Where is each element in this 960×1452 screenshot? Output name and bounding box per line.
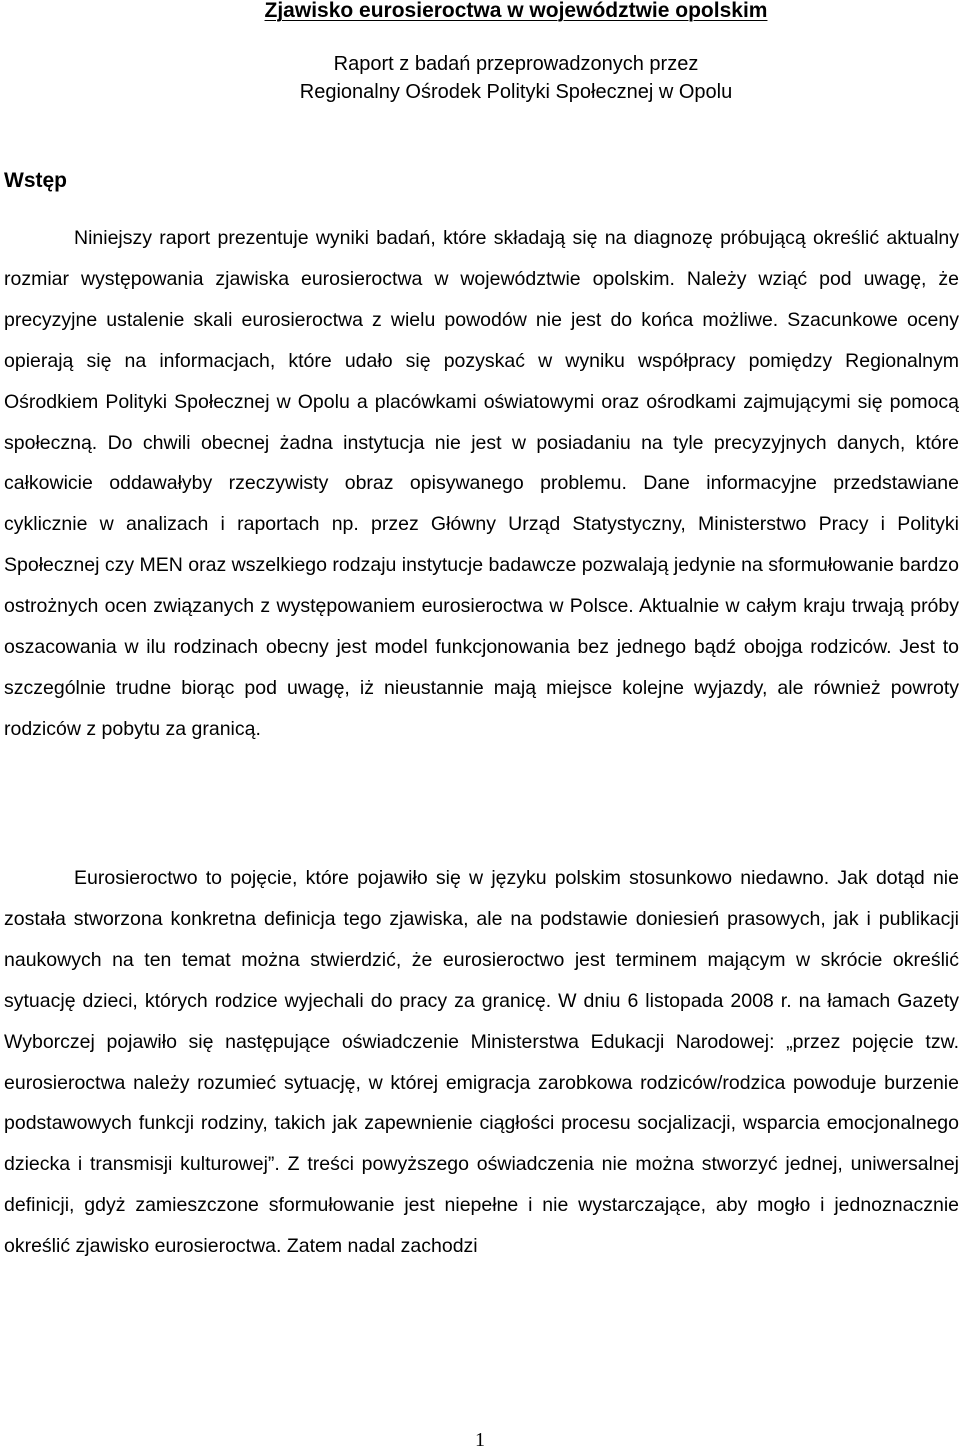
subtitle-line-2: Regionalny Ośrodek Polityki Społecznej w Opolu xyxy=(299,81,733,103)
document-subtitle xyxy=(0,50,960,106)
section-heading: Wstęp xyxy=(4,169,67,192)
subtitle-line-1: Raport z badań przeprowadzonych przez xyxy=(333,53,699,75)
body-paragraph: Niniejszy raport prezentuje wyniki badań, które składają się na diagnozę próbującą określić aktualny rozmiar występowania zjawiska eurosieroctwa w województwie opolskim. Należy wziąć pod uwagę, że precyzyjne ustalenie skali eurosieroctwa z wielu powodów nie jest do końca możliwe. Szacunkowe oceny opierają się na informacjach, które udało się pozyskać w wyniku współpracy pomiędzy Regionalnym Ośrodkiem Polityki Społecznej w Opolu a placówkami oświatowymi oraz ośrodkami zajmującymi się pomocą społeczną. Do chwili obecnej żadna instytucja nie jest w posiadaniu na tyle precyzyjnych danych, które całkowicie oddawałyby rzeczywisty obraz opisywanego problemu. Dane informacyjne przedstawiane cyklicznie w analizach i raportach np. przez Główny Urząd Statystyczny, Ministerstwo Pracy i Polityki Społecznej czy MEN oraz wszelkiego rodzaju instytucje badawcze pozwalają jedynie na sformułowanie bardzo ostrożnych ocen związanych z występowaniem eurosieroctwa w Polsce. Aktualnie w całym kraju trwają próby oszacowania w ilu rodzinach obecny jest model funkcjonowania bez jednego bądź obojga rodziców. Jest to szczególnie trudne biorąc pod uwagę, iż nieustannie mają miejsce kolejne wyjazdy, ale również powroty rodziców z pobytu za granicą. xyxy=(4,227,959,740)
page-number: 1 xyxy=(475,1429,485,1451)
document-title: Zjawisko eurosieroctwa w województwie opolskim xyxy=(264,0,768,22)
body-paragraph: Eurosieroctwo to pojęcie, które pojawiło się w języku polskim stosunkowo niedawno. Jak dotąd nie została stworzona konkretna definicja tego zjawiska, ale na podstawie doniesień prasowych, jak i publikacji naukowych na ten temat można stwierdzić, że eurosieroctwo jest terminem mającym w skrócie określić sytuację dzieci, których rodzice wyjechali do pracy za granicę. W dniu 6 listopada 2008 r. na łamach Gazety Wyborczej pojawiło się następujące oświadczenie Ministerstwa Edukacji Narodowej: „przez pojęcie tzw. eurosieroctwa należy rozumieć sytuację, w której emigracja zarobkowa rodziców/rodzica powoduje burzenie podstawowych funkcji rodziny, takich jak zapewnienie ciągłości procesu socjalizacji, wsparcia emocjonalnego dziecka i transmisji kulturowej”. Z treści powyższego oświadczenia nie można stworzyć jednej, uniwersalnej definicji, gdyż zamieszczone sformułowanie jest niepełne i nie wystarczające, aby mogło i jednoznacznie określić zjawisko eurosieroctwa. Zatem nadal zachodzi xyxy=(4,867,959,1258)
